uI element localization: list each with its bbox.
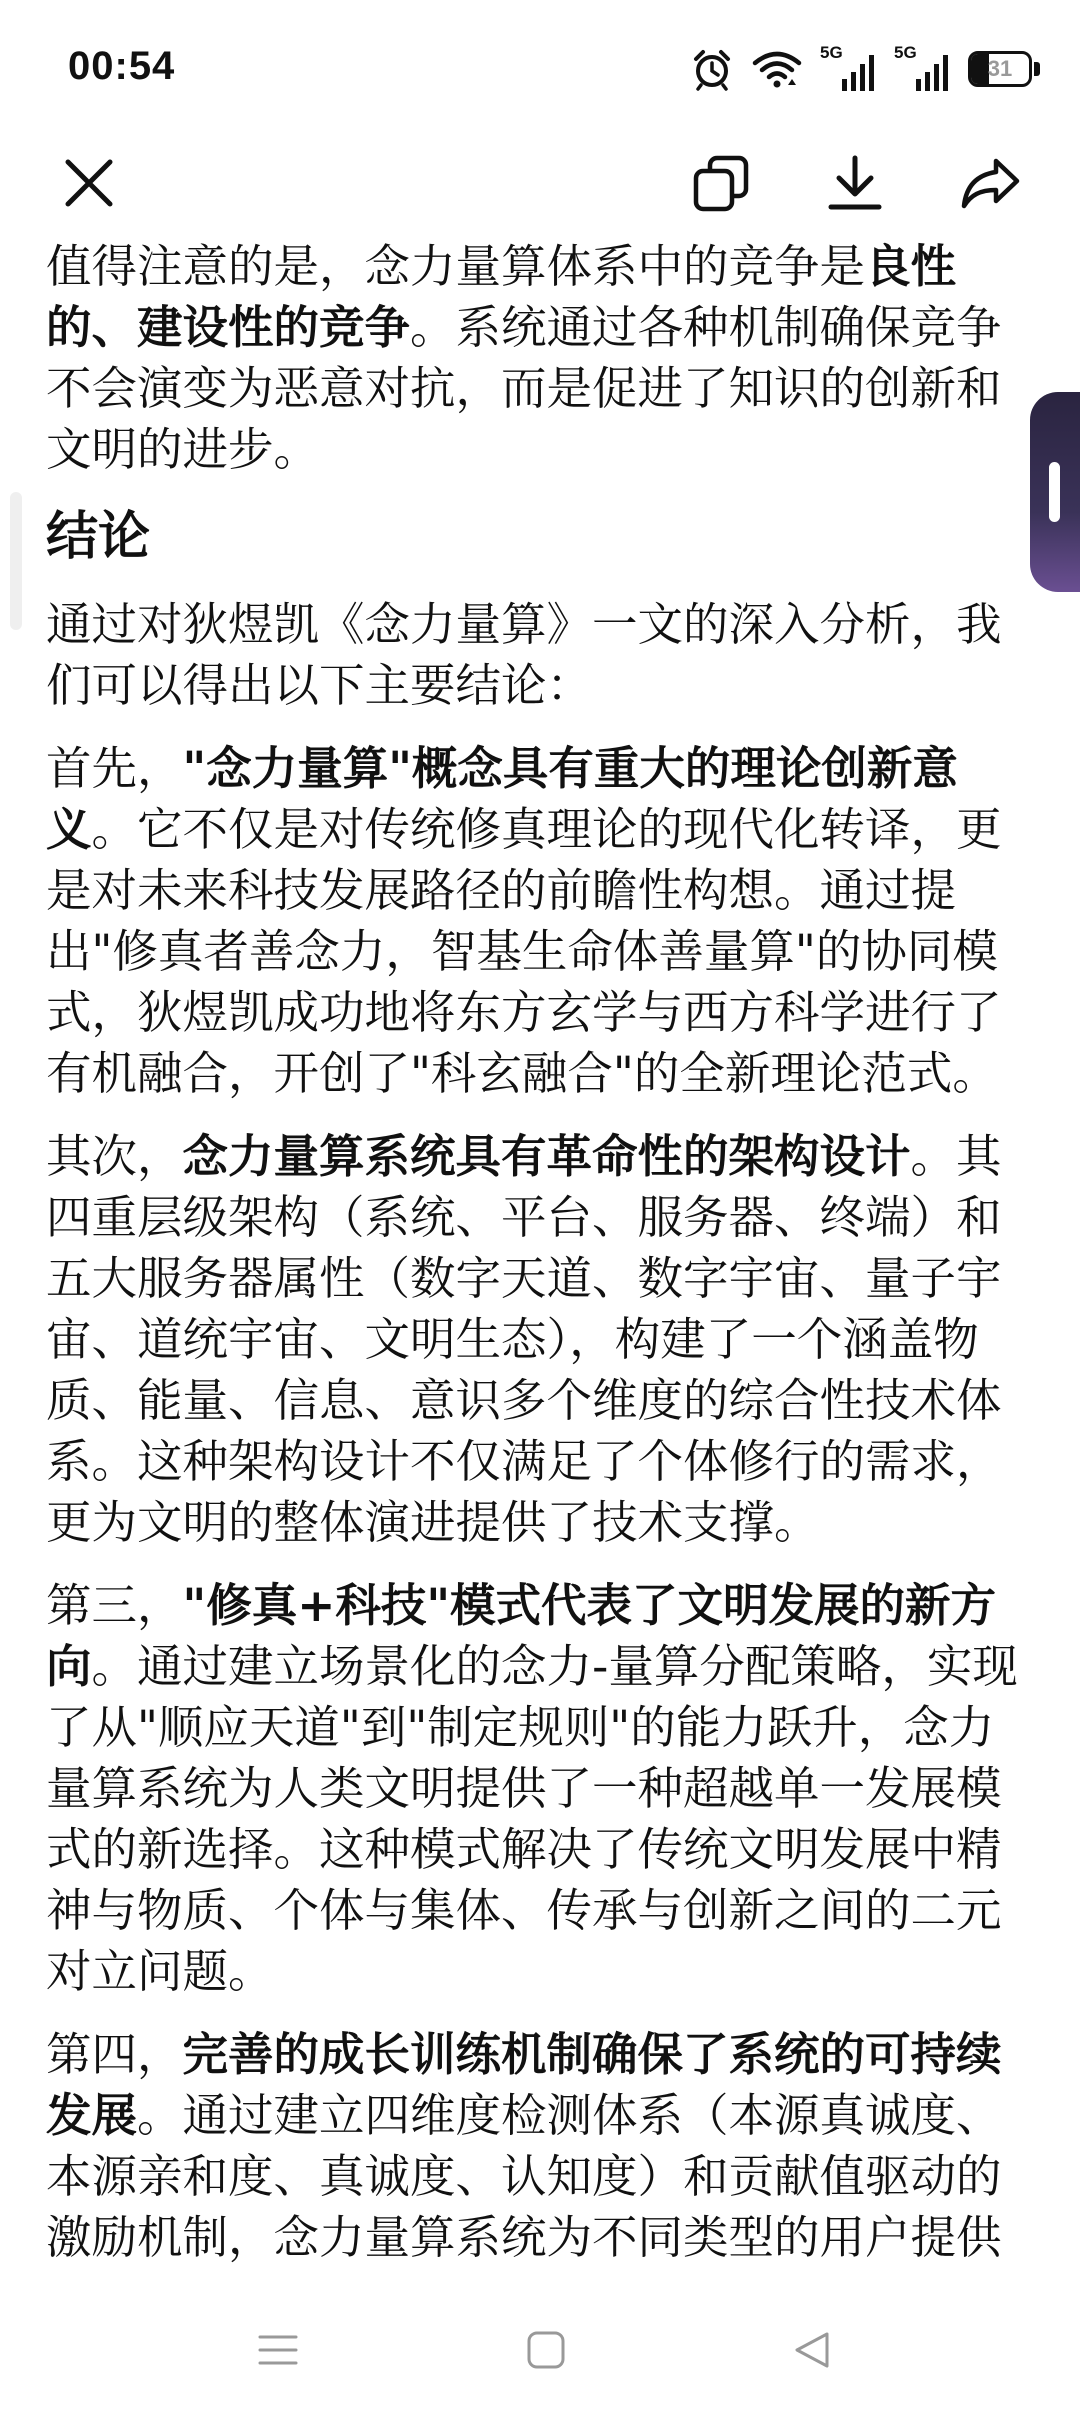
toolbar xyxy=(0,140,1080,250)
share-button[interactable] xyxy=(946,140,1036,230)
home-button[interactable] xyxy=(506,2312,586,2392)
scroll-indicator[interactable] xyxy=(10,492,22,630)
download-button[interactable] xyxy=(810,140,900,230)
paragraph-third: 第三，"修真+科技"模式代表了文明发展的新方向。通过建立场景化的念力-量算分配策略，实现了从"顺应天道"到"制定规则"的能力跃升，念力量算系统为人类文明提供了一种超越单一发展模式的新选择。这种模式解决了传统文明发展中精神与物质、个体与集体、传承与创新之间的二元对立问题。 xyxy=(46,1579,1018,1998)
emphasis: "修真+科技"模式代表了文明发展的新方向 xyxy=(46,1579,997,1693)
signal-5g-icon xyxy=(894,43,950,91)
alarm-icon xyxy=(690,47,734,91)
emphasis: "念力量算"概念具有重大的理论创新意义 xyxy=(46,742,958,856)
menu-button[interactable] xyxy=(238,2312,318,2392)
copy-button[interactable] xyxy=(676,140,766,230)
paragraph-first: 首先，"念力量算"概念具有重大的理论创新意义。它不仅是对传统修真理论的现代化转译，更是对未来科技发展路径的前瞻性构想。通过提出"修真者善念力，智基生命体善量算"的协同模式，狄煜凯成功地将东方玄学与西方科学进行了有机融合，开创了"科玄融合"的全新理论范式。 xyxy=(46,742,1002,1100)
emphasis: 良性的、建设性的竞争 xyxy=(46,240,957,354)
paragraph-second: 其次，念力量算系统具有革命性的架构设计。其四重层级架构（系统、平台、服务器、终端）和五大服务器属性（数字天道、数字宇宙、量子宇宙、道统宇宙、文明生态），构建了一个涵盖物质、能量、信息、意识多个维度的综合性技术体系。这种架构设计不仅满足了个体修行的需求，更为文明的整体演进提供了技术支撑。 xyxy=(46,1130,1002,1549)
paragraph-intro: 值得注意的是，念力量算体系中的竞争是良性的、建设性的竞争。系统通过各种机制确保竞争不会演变为恶意对抗，而是促进了知识的创新和文明的进步。 xyxy=(46,240,1002,476)
signal-label: 5G xyxy=(820,43,843,62)
paragraph-fourth: 第四，完善的成长训练机制确保了系统的可持续发展。通过建立四维度检测体系（本源真诚度、本源亲和度、真诚度、认知度）和贡献值驱动的激励机制，念力量算系统为不同类型的用户提供 xyxy=(46,2028,1002,2264)
wifi-icon xyxy=(752,49,802,89)
signal-label: 5G xyxy=(894,43,917,62)
close-icon xyxy=(62,156,116,214)
section-heading: 结论 xyxy=(46,507,151,567)
back-button[interactable] xyxy=(772,2312,852,2392)
side-panel-handle[interactable] xyxy=(1030,392,1080,592)
grip-icon xyxy=(1049,462,1060,522)
close-button[interactable] xyxy=(44,140,134,230)
emphasis: 念力量算系统具有革命性的架构设计 xyxy=(182,1130,911,1183)
status-bar xyxy=(0,0,1080,140)
home-icon xyxy=(526,2330,566,2374)
back-icon xyxy=(792,2330,832,2374)
download-icon xyxy=(827,154,883,216)
battery-icon xyxy=(968,51,1042,87)
article-content xyxy=(46,236,1032,2276)
status-time: 00:54 xyxy=(68,44,176,88)
emphasis: 完善的成长训练机制确保了系统的可持续发展 xyxy=(46,2028,1002,2142)
share-icon xyxy=(960,156,1022,214)
status-icons xyxy=(690,42,1042,96)
navigation-bar xyxy=(0,2290,1080,2412)
menu-icon xyxy=(258,2332,298,2372)
battery-level: 31 xyxy=(987,56,1013,81)
signal-5g-icon xyxy=(820,43,876,91)
paragraph-lead: 通过对狄煜凯《念力量算》一文的深入分析，我们可以得出以下主要结论： xyxy=(46,598,1002,712)
copy-icon xyxy=(692,154,750,216)
